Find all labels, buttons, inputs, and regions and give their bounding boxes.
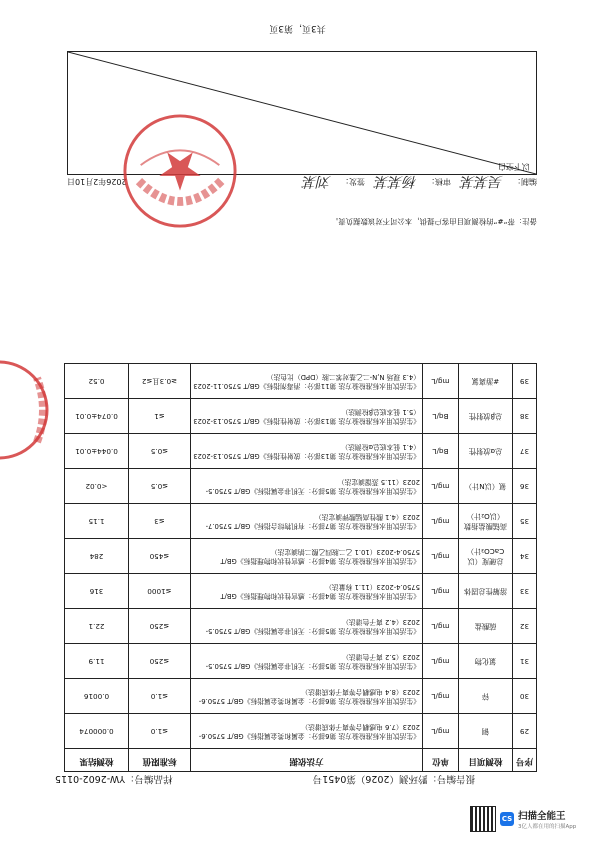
test-item: #游离氯 [459,364,513,399]
row-number: 33 [513,574,537,609]
column-header: 序号 [513,749,537,772]
row-number: 39 [513,364,537,399]
row-number: 37 [513,434,537,469]
table-header-row [65,749,537,772]
test-item: 氯化物 [459,644,513,679]
row-number: 29 [513,714,537,749]
result: 0.000074 [65,714,129,749]
row-number: 30 [513,679,537,714]
unit: mg/L [423,644,459,679]
limit: ≤1.0 [129,679,191,714]
result: 1.15 [65,504,129,539]
reviewed-signature: 杨某某 [375,173,417,189]
table-row [65,679,537,714]
method: 《生活饮用水标准检验方法 第5部分：无机非金属指标》GB/T 5750.5-2023（4.2 离子色谱法） [191,609,423,644]
limit: ≤3 [129,504,191,539]
test-item: 总α放射性 [459,434,513,469]
result: 0.074±0.01 [65,399,129,434]
table-row [65,644,537,679]
unit: mg/L [423,574,459,609]
report-number: 报告编号：黔环测（2026）第0451号 [312,773,475,784]
page-number: 共3页，第3页 [269,23,326,33]
method: 《生活饮用水标准检验方法 第13部分：放射性指标》GB/T 5750.13-2023（4.1 低本底总α检测法） [191,434,423,469]
limit: ≤1.0 [129,714,191,749]
method: 《生活饮用水标准检验方法 第5部分：无机非金属指标》GB/T 5750.5-2023（5.2 离子色谱法） [191,644,423,679]
table-row [65,539,537,574]
report-header [55,773,475,787]
result: 22.1 [65,609,129,644]
table-row [65,399,537,434]
unit: Bq/L [423,399,459,434]
row-number: 31 [513,644,537,679]
result: 11.9 [65,644,129,679]
limit: ≤0.5 [129,434,191,469]
test-item: 铜 [459,714,513,749]
prepared-signature: 吴某某 [461,173,503,189]
reviewed-label: 审核： [427,177,451,187]
scanner-watermark [470,802,592,836]
table-row [65,504,537,539]
unit: mg/L [423,714,459,749]
sample-number: 样品编号：YW-2602-0115 [55,773,173,784]
limit: ≤0.5 [129,469,191,504]
approved-label: 签发： [341,177,365,187]
test-item: 溶解性总固体 [459,574,513,609]
unit: mg/L [423,539,459,574]
qr-code-icon [470,806,496,832]
table-row [65,714,537,749]
limit: ≤450 [129,539,191,574]
table-row [65,609,537,644]
method: 《生活饮用水标准检验方法 第6部分：金属和类金属指标》GB/T 5750.6-2023（8.4 电感耦合等离子体质谱法） [191,679,423,714]
result: <0.02 [65,469,129,504]
unit: mg/L [423,504,459,539]
method: 《生活饮用水标准检验方法 第4部分：感官性状和物理指标》GB/T 5750.4-2023（10.1 乙二胺四乙酸二钠滴定法） [191,539,423,574]
table-row [65,469,537,504]
column-header: 检测项目 [459,749,513,772]
edge-seal [0,358,57,462]
row-number: 34 [513,539,537,574]
test-item: 硫酸盐 [459,609,513,644]
blank-below-mark: 以下空白 [498,162,530,171]
watermark-subtitle: 3亿人都在用的扫描App [518,824,577,830]
limit: ≤250 [129,609,191,644]
column-header: 标准限值 [129,749,191,772]
column-header: 检测结果 [65,749,129,772]
limit: ≥0.3且≤2 [129,364,191,399]
column-header: 方法依据 [191,749,423,772]
approved-signature: 刘某 [303,173,331,189]
unit: mg/L [423,679,459,714]
limit: ≤250 [129,644,191,679]
results-table [64,363,537,772]
test-item: 锌 [459,679,513,714]
method: 《生活饮用水标准检验方法 第13部分：放射性指标》GB/T 5750.13-2023（5.1 低本底总β检测法） [191,399,423,434]
table-row [65,364,537,399]
test-item: 总β放射性 [459,399,513,434]
row-number: 38 [513,399,537,434]
company-seal [121,112,239,230]
camscanner-logo-icon: CS [500,812,514,826]
row-number: 36 [513,469,537,504]
issue-date: 2026年2月10日 [67,177,127,187]
result: 0.044±0.01 [65,434,129,469]
method: 《生活饮用水标准检验方法 第6部分：金属和类金属指标》GB/T 5750.6-2023（7.6 电感耦合等离子体质谱法） [191,714,423,749]
unit: mg/L [423,364,459,399]
remark-note: 备注：带“#”的检测项目由客户提供，本公司不对该数据负责。 [330,217,537,226]
result: 0.52 [65,364,129,399]
table-row [65,434,537,469]
test-item: 总硬度（以CaCO₃计） [459,539,513,574]
column-header: 单位 [423,749,459,772]
unit: mg/L [423,609,459,644]
unit: Bq/L [423,434,459,469]
table-row [65,574,537,609]
method: 《生活饮用水标准检验方法 第5部分：无机非金属指标》GB/T 5750.5-2023（11.5 蒸馏滴定法） [191,469,423,504]
unit: mg/L [423,469,459,504]
watermark-title: 扫描全能王 [518,811,566,822]
result: 284 [65,539,129,574]
method: 《生活饮用水标准检验方法 第4部分：感官性状和物理指标》GB/T 5750.4-2023（11.1 称量法） [191,574,423,609]
method: 《生活饮用水标准检验方法 第11部分：消毒剂指标》GB/T 5750.11-2023（4.3 现场 N,N-二乙基对苯二胺（DPD）比色法） [191,364,423,399]
prepared-label: 编制： [513,177,537,187]
result: 316 [65,574,129,609]
test-item: 氨（以N计） [459,469,513,504]
test-item: 高锰酸盐指数（以O₂计） [459,504,513,539]
limit: ≤1 [129,399,191,434]
method: 《生活饮用水标准检验方法 第7部分：有机物综合指标》GB/T 5750.7-2023（4.1 酸性高锰酸钾滴定法） [191,504,423,539]
result: 0.0016 [65,679,129,714]
limit: ≤1000 [129,574,191,609]
row-number: 35 [513,504,537,539]
row-number: 32 [513,609,537,644]
